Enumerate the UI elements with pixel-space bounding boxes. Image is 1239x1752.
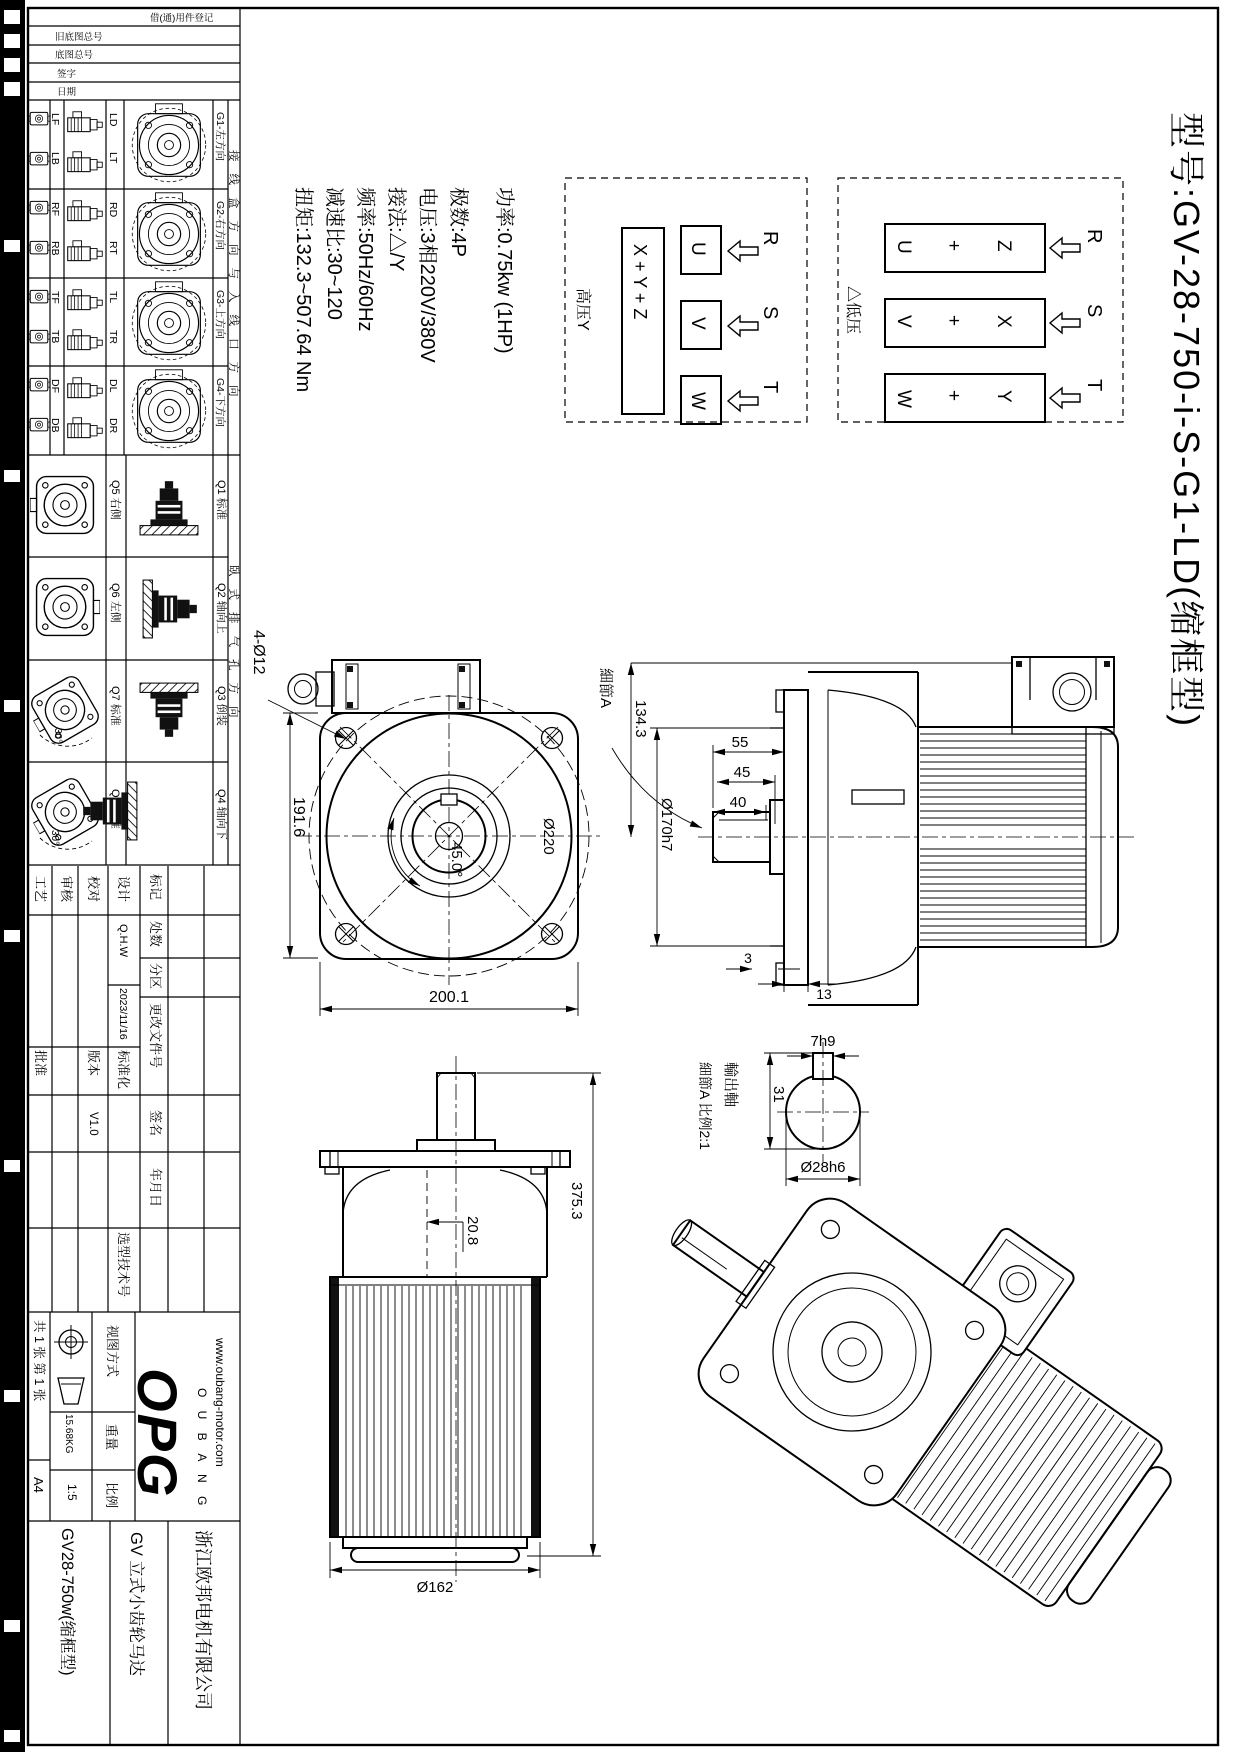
- dim-front-circle: Ø220: [540, 818, 557, 855]
- conn-label: DB: [49, 418, 61, 433]
- aux-col-label: 签字: [57, 69, 77, 80]
- pair-char: W: [893, 390, 914, 408]
- aux-col-label: 底图总号: [55, 50, 94, 61]
- dim-side-45: 45: [733, 764, 751, 781]
- wiring-high-label: 高压Y: [574, 288, 591, 331]
- design-label: 设计: [116, 876, 131, 903]
- orientation-header: 接线盒方向与入线口方向: [227, 150, 239, 409]
- rev-header: 标记: [148, 874, 163, 901]
- version-label: 版本: [86, 1050, 101, 1077]
- conn-label: TL: [107, 291, 119, 304]
- dim-vert-dia: Ø162: [416, 1579, 454, 1596]
- conn-label: LF: [49, 113, 61, 126]
- q-angle-label: 30°: [52, 728, 63, 744]
- scale-value: 1:5: [65, 1484, 79, 1501]
- q-angle-label: 30°: [49, 830, 60, 846]
- spec-volt: 电压:3相220V/380V: [416, 187, 438, 363]
- q-label: Q2 轴向上: [215, 583, 227, 634]
- dim-vert-key: 20.8: [464, 1216, 481, 1246]
- dim-vert-length: 375.3: [568, 1182, 585, 1220]
- conn-label: TR: [107, 330, 119, 344]
- weight-label: 重量: [104, 1424, 119, 1451]
- wiring-high-star: X + Y + Z: [630, 244, 650, 320]
- direction-label: G4-下方向: [214, 378, 226, 428]
- model-name: GV28-750w(缩框型): [58, 1528, 76, 1676]
- q-label: Q1 标准: [215, 480, 227, 520]
- conn-label: LB: [49, 152, 61, 165]
- pair-char: +: [943, 240, 964, 252]
- sheet-title: 型号:GV-28-750-i-S-G1-LD(缩框型): [1166, 112, 1207, 729]
- aux-col-label: 借(通)用件登记: [150, 13, 214, 24]
- dim-front-width: 200.1: [428, 989, 470, 1006]
- dim-detail-key: 7h9: [810, 1033, 836, 1050]
- dim-side-13: 13: [816, 986, 832, 1002]
- spec-power: 功率:0.75kw (1HP): [493, 187, 515, 354]
- detail-caption-scale: 細節A 比例2:1: [697, 1062, 713, 1150]
- dim-front-holes: 4-Ø12: [250, 630, 267, 675]
- dim-side-flange: Ø170h7: [658, 798, 675, 852]
- pair-char: Y: [993, 390, 1014, 403]
- aux-col-label: 日期: [57, 87, 77, 98]
- phase-r: R: [1083, 229, 1105, 244]
- conn-label: DL: [107, 379, 119, 393]
- design-date: 2023/11/16: [117, 988, 129, 1040]
- conn-label: DR: [107, 418, 119, 434]
- phase-t: T: [759, 381, 781, 394]
- rev-header: 分区: [148, 963, 163, 990]
- detail-caption-shaft: 輸出軸: [722, 1062, 739, 1108]
- q-label: Q5 右侧: [109, 480, 121, 520]
- website-text: www.oubang-motor.com: [213, 1338, 227, 1467]
- approve-label: 批准: [33, 1050, 48, 1077]
- spec-poles: 极数:4P: [447, 187, 469, 258]
- rev-header: 更改文件号: [148, 1003, 163, 1069]
- conn-label: TF: [49, 291, 61, 304]
- pair-char: V: [893, 315, 914, 328]
- conn-label: LD: [107, 113, 119, 127]
- version-value: V1.0: [87, 1112, 99, 1136]
- conn-label: RB: [49, 241, 61, 256]
- spec-ratio: 减速比:30~120: [323, 187, 345, 320]
- conn-label: RT: [107, 241, 119, 255]
- brand-letters: O U B A N G: [195, 1388, 209, 1511]
- dim-detail-dia: Ø28h6: [800, 1159, 846, 1176]
- wiring-low-label: △低压: [844, 286, 861, 335]
- dim-side-40: 40: [729, 794, 747, 811]
- pair-char: +: [943, 390, 964, 402]
- phase-s: S: [1083, 304, 1105, 318]
- dim-front-angle: 45.0°: [448, 842, 465, 878]
- dim-side-3: 3: [744, 950, 752, 966]
- standardization-label: 标准化: [116, 1050, 131, 1090]
- terminal-u: U: [687, 242, 708, 256]
- spec-torque: 扭矩:132.3~507.64 Nm: [292, 187, 314, 393]
- phase-t: T: [1083, 379, 1105, 392]
- audit-label: 审核: [59, 876, 74, 903]
- direction-label: G3-上方向: [214, 290, 226, 340]
- opg-logo: OPG: [126, 1368, 189, 1499]
- q-header: 臥式排气孔方向: [227, 565, 239, 730]
- conn-label: TB: [49, 330, 61, 344]
- terminal-w: W: [687, 392, 708, 410]
- pair-char: +: [943, 315, 964, 327]
- view-method-label: 视图方式: [105, 1325, 120, 1378]
- conn-label: RD: [107, 202, 119, 218]
- phase-r: R: [759, 231, 781, 246]
- direction-label: G2-右方向: [214, 201, 226, 251]
- pair-char: U: [893, 240, 914, 254]
- conn-label: LT: [107, 152, 119, 164]
- conn-label: RF: [49, 202, 61, 216]
- rev-header: 签名: [148, 1110, 163, 1137]
- direction-label: G1-左方向: [214, 112, 226, 162]
- q-label: Q4 轴向下: [215, 789, 227, 840]
- sheet-count: 共 1 张 第 1 张: [32, 1320, 46, 1402]
- designer-name: Q.H.W: [117, 924, 129, 957]
- binding-edge-strip: [0, 0, 25, 1752]
- rev-header: 年月日: [148, 1168, 163, 1208]
- dim-front-height: 191.6: [290, 797, 307, 838]
- aux-col-label: 旧底图总号: [55, 32, 103, 43]
- spec-freq: 频率:50Hz/60Hz: [354, 187, 376, 332]
- process-label: 工艺: [33, 876, 48, 903]
- pair-char: Z: [993, 240, 1014, 252]
- dim-side-55: 55: [731, 734, 749, 751]
- selection-number-label: 选型技术号: [116, 1232, 131, 1298]
- spec-conn: 接法:△/Y: [385, 187, 407, 272]
- scale-label: 比例: [104, 1482, 119, 1509]
- dim-detail-depth: 31: [770, 1086, 787, 1103]
- q-label: Q3 倒装: [215, 686, 227, 726]
- side-detail-label: 細節A: [597, 668, 614, 709]
- q-label: Q6 左侧: [109, 583, 121, 623]
- weight-value: 15.68KG: [63, 1414, 74, 1454]
- pair-char: X: [993, 315, 1014, 328]
- terminal-v: V: [687, 317, 708, 330]
- q-label: Q7 标准: [109, 686, 121, 726]
- phase-s: S: [759, 306, 781, 320]
- rev-header: 处数: [148, 921, 163, 948]
- conn-label: DF: [49, 379, 61, 393]
- dim-side-height: 134.3: [632, 700, 649, 738]
- paper-size: A4: [31, 1477, 46, 1493]
- product-name: GV 立式小齿轮马达: [127, 1532, 145, 1676]
- check-label: 校对: [86, 876, 101, 903]
- company-name: 浙江欧邦电机有限公司: [193, 1530, 213, 1710]
